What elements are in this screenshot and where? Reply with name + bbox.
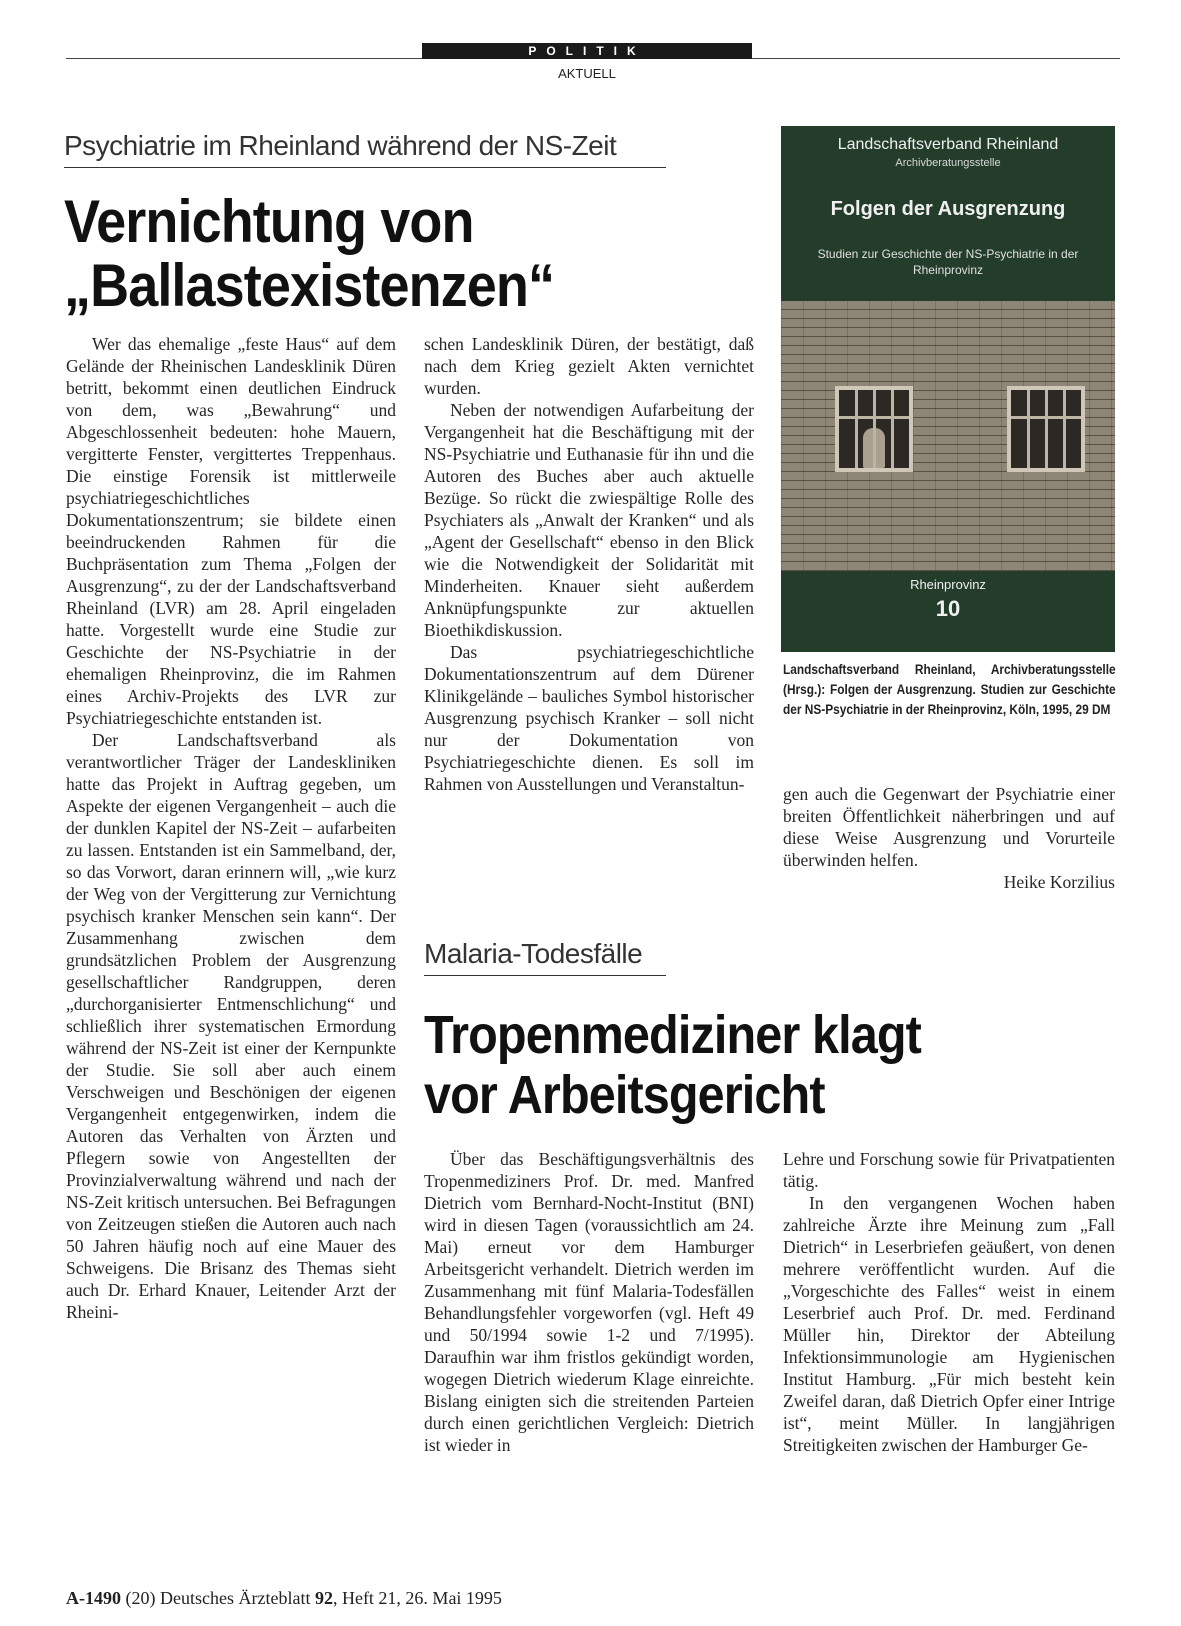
article1-paragraph: Neben der notwendigen Aufarbeitung der Vergangenheit hat die Beschäftigung mit der NS-Psychiatrie und Euthanasie für ihn und die Autoren des Buches aber auch aktuelle Bezüge. So rückt die zwiespältige Rolle des Psychiaters als „Anwalt der Kranken“ und als „Agent der Gesellschaft“ ebenso in den Blick wie die Notwendigkeit der Solidarität mit Minderheiten. Knauer sieht außerdem Anknüpfungspunkte zur aktuellen Bioethikdiskussion. (424, 400, 754, 640)
article1-paragraph: schen Landesklinik Düren, der bestätigt, daß nach dem Krieg gezielt Akten vernichtet wurden. (424, 334, 754, 398)
book-series: Rheinprovinz (910, 577, 986, 592)
article2-paragraph: Über das Beschäftigungsverhältnis des Tropenmediziners Prof. Dr. med. Manfred Dietrich vom Bernhard-Nocht-Institut (BNI) wird in diesen Tagen (voraussichtlich am 24. Mai) erneut vor dem Hamburger Arbeitsgericht verhandelt. Dietrich werden im Zusammenhang mit fünf Malaria-Todesfällen Behandlungsfehler vorgeworfen (vgl. Heft 49 und 50/1994 sowie 1-2 und 7/1995). Daraufhin war ihm fristlos gekündigt worden, wogegen Dietrich wiederum Klage einreichte. Bislang einigten sich die streitenden Parteien durch einen gerichtlichen Vergleich: Dietrich ist wieder in (424, 1149, 754, 1455)
article2-column-2 (783, 1148, 1115, 1456)
barred-window-right (1007, 386, 1085, 472)
subsection-label: AKTUELL (558, 66, 616, 81)
book-publisher: Landschaftsverband Rheinland (837, 136, 1059, 153)
book-subtitle: Studien zur Geschichte der NS-Psychiatrie in der Rheinprovinz (817, 247, 1079, 277)
book-cover (781, 126, 1115, 652)
article1-paragraph: Wer das ehemalige „feste Haus“ auf dem Gelände der Rheinischen Landesklinik Düren betritt, bekommt einen deutlichen Eindruck von dem, was „Bewahrung“ und Abgeschlossenheit bedeuten: hohe Mauern, vergitterte Fenster, vergittertes Treppenhaus. Die einstige Forensik ist mittlerweile psychiatriegeschichtliches Dokumentationszentrum; sie bildete einen beeindruckenden Rahmen für die Buchpräsentation zum Thema „Folgen der Ausgrenzung“, zu der der Landschaftsverband Rheinland (LVR) am 28. April eingeladen hatte. Vorgestellt wurde eine Studie zur Geschichte der NS-Psychiatrie in der ehemaligen Rheinprovinz, die im Rahmen eines Archiv-Projekts des LVR zur Psychiatriegeschichte entstanden ist. (66, 334, 396, 728)
author-name: Heike Korzilius (1003, 872, 1115, 892)
page-number: A-1490 (66, 1588, 121, 1608)
section-label: POLITIK (422, 43, 752, 59)
article2-headline (424, 1005, 1090, 1125)
article1-column-1 (66, 333, 396, 1503)
issue-info: , Heft 21, 26. Mai 1995 (332, 1588, 502, 1608)
article1-headline (64, 190, 730, 318)
article1-paragraph: Das psychiatriegeschichtliche Dokumentationszentrum auf dem Dürener Klinikgelände – bauliches Symbol historischer Ausgrenzung psychisch Kranker – soll nicht nur der Dokumentation von Psychiatriegeschichte dienen. Es soll im Rahmen von Ausstellungen und Veranstaltun- (424, 642, 754, 794)
article1-column-3 (783, 783, 1115, 893)
journal-name: Deutsches Ärzteblatt (160, 1588, 311, 1608)
article2-headline-line2: vor Arbeitsgericht (424, 1065, 825, 1125)
article1-paragraph: gen auch die Gegenwart der Psychiatrie einer breiten Öffentlichkeit näherbringen und auf diese Weise Ausgrenzung und Vorurteile überwinden helfen. (783, 784, 1115, 870)
article2-kicker: Malaria-Todesfälle (424, 938, 666, 976)
barred-window-left (835, 386, 913, 472)
journal-volume: 92 (314, 1588, 333, 1608)
article1-column-2 (424, 333, 754, 897)
article1-headline-line1: Vernichtung von (64, 188, 474, 255)
book-title: Folgen der Ausgrenzung (830, 198, 1066, 220)
book-caption: Landschaftsverband Rheinland, Archivberatungsstelle (Hrsg.): Folgen der Ausgrenzung. Studien zur Geschichte der NS-Psychiatrie in der Rheinprovinz, Köln, 1995, 29 DM (783, 662, 1116, 717)
book-cover-photo (781, 301, 1115, 571)
article2-paragraph: In den vergangenen Wochen haben zahlreiche Ärzte ihre Meinung zum „Fall Dietrich“ in Leserbriefen geäußert, von denen mehrere veröffentlicht wurden. Auf die „Vorgeschichte des Falles“ weist in einem Leserbrief auch Prof. Dr. med. Ferdinand Müller hin, Direktor der Abteilung Infektionsimmunologie am Hygienischen Institut Hamburg. „Für mich besteht kein Zweifel daran, daß Dietrich Opfer einer Intrige ist“, meint Müller. In langjährigen Streitigkeiten zwischen der Hamburger Ge- (783, 1193, 1115, 1455)
page-index: (20) (125, 1588, 156, 1608)
page-footer (66, 1588, 502, 1609)
article2-headline-line1: Tropenmediziner klagt (424, 1005, 921, 1065)
book-volume: 10 (935, 596, 961, 621)
article1-kicker: Psychiatrie im Rheinland während der NS-Zeit (64, 130, 666, 168)
article2-paragraph: Lehre und Forschung sowie für Privatpatienten tätig. (783, 1149, 1115, 1191)
book-department: Archivberatungsstelle (895, 157, 1001, 169)
article1-paragraph: Der Landschaftsverband als verantwortlicher Träger der Landeskliniken hatte das Projekt in Auftrag gegeben, um Aspekte der eigenen Vergangenheit – auch die der dunklen Kapitel der NS-Zeit – aufarbeiten zu lassen. Entstanden ist ein Sammelband, der, so das Vorwort, daran erinnern will, „wie kurz der Weg von der Vergitterung zur Vernichtung psychisch kranker Menschen sein kann“. Der Zusammenhang zwischen dem grundsätzlichen Problem der Ausgrenzung gesellschaftlicher Randgruppen, deren „durchorganisierter Entmenschlichung“ und schließlich ihrer systematischen Ermordung während der NS-Zeit ist einer der Kernpunkte der Studie. Sie soll aber auch einem Verschweigen und Beschönigen der eigenen Vergangenheit entgegenwirken, indem die Autoren das Verhalten von Ärzten und Pflegern sowie von Angestellten der Provinzialverwaltung während und nach der NS-Zeit kritisch untersuchen. Bei Befragungen von Zeitzeugen stießen die Autoren auch nach 50 Jahren häufig noch auf eine Mauer des Schweigens. Die Brisanz des Themas sieht auch Dr. Erhard Knauer, Leitender Arzt der Rheini- (66, 730, 396, 1322)
article2-column-1 (424, 1148, 754, 1456)
article1-headline-line2: „Ballastexistenzen“ (64, 252, 555, 319)
author-line (783, 871, 1115, 893)
